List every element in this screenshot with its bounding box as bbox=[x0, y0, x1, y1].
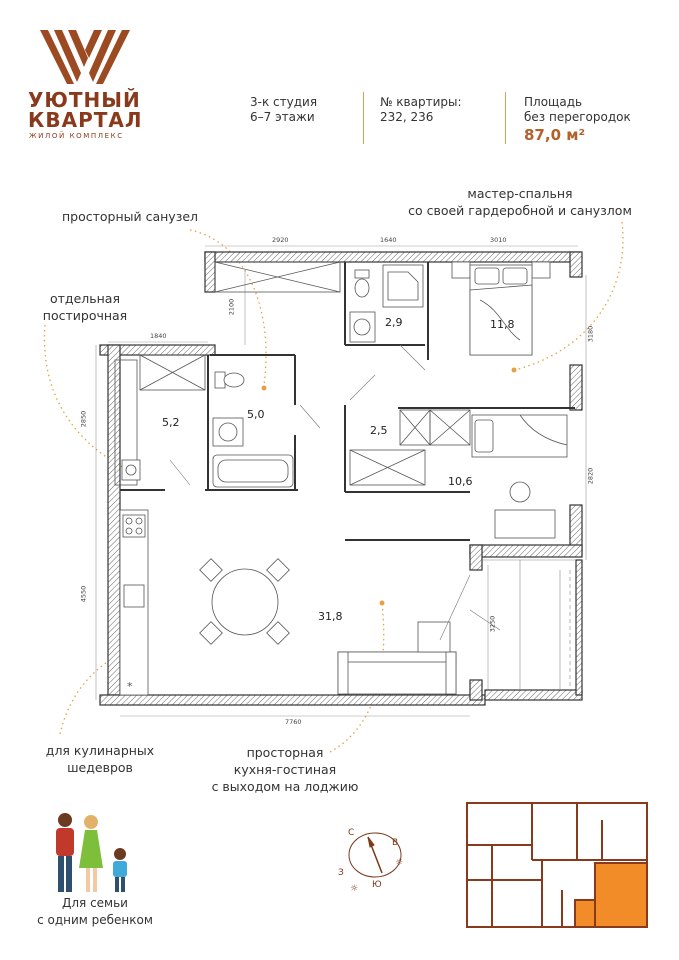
stove-icon bbox=[123, 515, 145, 537]
tv-stand-icon bbox=[418, 622, 450, 652]
leader-dot bbox=[512, 368, 517, 373]
sink-icon bbox=[219, 423, 237, 441]
family-caption-line2: с одним ребенком bbox=[37, 913, 153, 927]
callout-master-line1: мастер-спальня bbox=[467, 186, 573, 201]
nightstand-icon bbox=[452, 262, 470, 278]
kitchen-sink-icon bbox=[124, 585, 144, 607]
dimension-label: 3250 bbox=[488, 615, 497, 633]
area-value: 87,0 м² bbox=[524, 126, 586, 144]
toilet-tank-icon bbox=[355, 270, 369, 278]
room-area-bedroom2: 10,6 bbox=[448, 475, 473, 488]
dimension-label: 2850 bbox=[79, 410, 88, 428]
dimension-label: 1640 bbox=[380, 236, 397, 244]
laundry-fixtures bbox=[122, 460, 140, 480]
chair-icon bbox=[510, 482, 530, 502]
dimension-label: 2820 bbox=[586, 467, 595, 485]
dimension-label: 3180 bbox=[586, 325, 595, 343]
key-plan bbox=[462, 800, 652, 930]
room-area-bathroom: 5,0 bbox=[247, 408, 265, 421]
room-area-master-bath: 2,9 bbox=[385, 316, 403, 329]
master-bed bbox=[452, 262, 550, 355]
family-icon bbox=[45, 810, 140, 900]
dining-table-icon bbox=[212, 569, 278, 635]
sun-icon: ☼ bbox=[350, 884, 359, 894]
callout-living-line1: просторная bbox=[246, 745, 324, 760]
dimension-label: 1840 bbox=[150, 332, 167, 340]
bathroom-fixtures bbox=[213, 372, 293, 487]
compass-icon bbox=[330, 815, 420, 895]
apartment-numbers-value: 232, 236 bbox=[380, 110, 434, 124]
callout-laundry-line1: отдельная bbox=[50, 291, 120, 306]
area-label-line2: без перегородок bbox=[524, 110, 631, 124]
key-plan-highlighted-apartment bbox=[595, 863, 647, 927]
dimension-label: 2100 bbox=[227, 298, 236, 316]
callout-laundry-line2: постирочная bbox=[42, 308, 128, 323]
chair-icon bbox=[200, 622, 223, 645]
room-area-master-bedroom: 11,8 bbox=[490, 318, 515, 331]
sink-icon bbox=[354, 319, 370, 335]
chair-icon bbox=[267, 622, 290, 645]
compass-east: В bbox=[392, 838, 399, 848]
leader-dot bbox=[262, 386, 267, 391]
asterisk-icon: * bbox=[127, 680, 133, 693]
room-area-wardrobe: 2,5 bbox=[370, 424, 388, 437]
toilet-icon bbox=[355, 279, 369, 297]
room-area-laundry: 5,2 bbox=[162, 416, 180, 429]
callout-master-line2: со своей гардеробной и санузлом bbox=[408, 203, 632, 218]
desk-icon bbox=[495, 510, 555, 538]
apartment-numbers-label: № квартиры: bbox=[380, 95, 462, 109]
kitchen bbox=[120, 510, 148, 695]
brand-name-line1: УЮТНЫЙ bbox=[28, 88, 141, 112]
toilet-tank-icon bbox=[215, 372, 225, 388]
bedroom2-furniture bbox=[472, 415, 567, 538]
toilet-icon bbox=[224, 373, 244, 387]
compass-north: С bbox=[348, 828, 355, 838]
dimension-label: 4550 bbox=[79, 585, 88, 603]
apartment-type-line1: 3-к студия bbox=[250, 95, 318, 109]
brand-name-line2: КВАРТАЛ bbox=[28, 108, 143, 132]
nightstand-icon bbox=[532, 262, 550, 278]
apartment-type-line2: 6–7 этажи bbox=[250, 110, 315, 124]
compass-west: З bbox=[338, 868, 344, 878]
sun-icon: ☼ bbox=[395, 858, 404, 868]
family-caption-line1: Для семьи bbox=[62, 896, 128, 910]
dimension-label: 7760 bbox=[285, 718, 302, 726]
room-area-living: 31,8 bbox=[318, 610, 343, 623]
chair-icon bbox=[200, 559, 223, 582]
master-bath-fixtures bbox=[350, 265, 423, 342]
brand-subtitle: ЖИЛОЙ КОМПЛЕКС bbox=[29, 132, 124, 140]
dining-set bbox=[200, 559, 290, 645]
callout-living-line2: кухня-гостиная bbox=[233, 762, 337, 777]
callout-kitchen-line2: шедевров bbox=[67, 760, 133, 775]
family-caption bbox=[20, 895, 170, 929]
callout-living-line3: с выходом на лоджию bbox=[211, 779, 359, 794]
leader-dot bbox=[380, 601, 385, 606]
compass-south: Ю bbox=[372, 880, 382, 890]
chair-icon bbox=[267, 559, 290, 582]
dimension-label: 3010 bbox=[490, 236, 507, 244]
living-furniture bbox=[338, 622, 456, 694]
area-label-line1: Площадь bbox=[524, 95, 583, 109]
callout-bathroom: просторный санузел bbox=[61, 209, 199, 224]
callout-kitchen-line1: для кулинарных bbox=[45, 743, 155, 758]
dimension-label: 2920 bbox=[272, 236, 289, 244]
